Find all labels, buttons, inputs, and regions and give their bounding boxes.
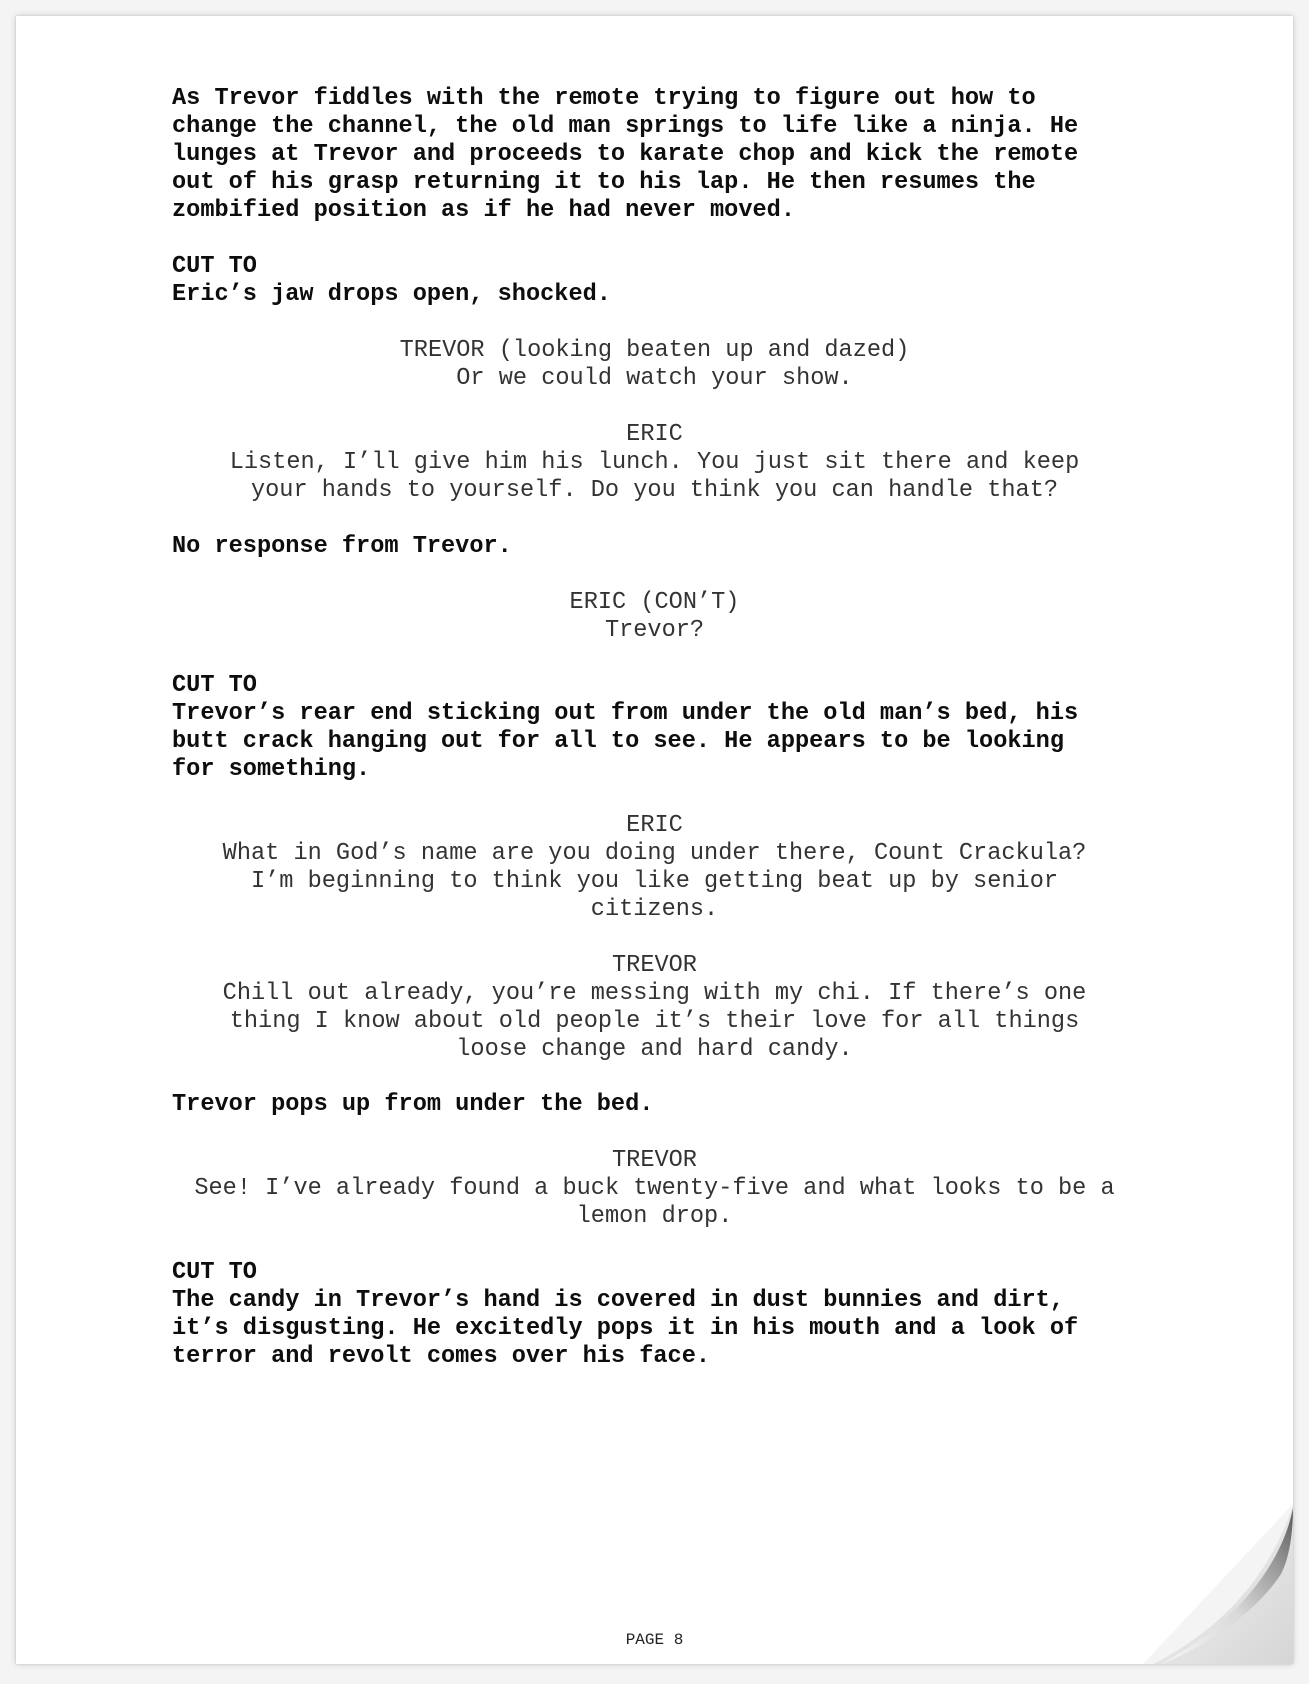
- character-name: ERIC: [626, 421, 683, 448]
- action-line: for something.: [172, 756, 371, 783]
- dialogue-line: Chill out already, you’re messing with my chi. If there’s one: [222, 980, 1087, 1007]
- action-line: zombified position as if he had never moved.: [172, 197, 795, 224]
- action-line: Trevor pops up from under the bed.: [172, 1091, 654, 1118]
- action-line: As Trevor fiddles with the remote trying to figure out how to: [172, 85, 1036, 112]
- page-number: PAGE 8: [625, 1631, 684, 1649]
- dialogue-line: Trevor?: [604, 617, 705, 644]
- dialogue-line: thing I know about old people it’s their love for all things: [229, 1008, 1080, 1035]
- dialogue-line: Or we could watch your show.: [456, 365, 853, 392]
- dialogue-line: loose change and hard candy.: [456, 1036, 853, 1063]
- character-name: TREVOR (looking beaten up and dazed): [399, 337, 910, 364]
- action-line: Trevor’s rear end sticking out from under the old man’s bed, his: [172, 700, 1079, 727]
- action-line: lunges at Trevor and proceeds to karate chop and kick the remote: [172, 141, 1079, 168]
- transition-cut-to: CUT TO: [172, 1259, 257, 1286]
- action-line: it’s disgusting. He excitedly pops it in his mouth and a look of: [172, 1315, 1079, 1342]
- character-name: ERIC (CON’T): [569, 589, 740, 616]
- dialogue-line: Listen, I’ll give him his lunch. You just sit there and keep: [229, 449, 1080, 476]
- action-line: The candy in Trevor’s hand is covered in dust bunnies and dirt,: [172, 1287, 1064, 1314]
- character-name: TREVOR: [612, 952, 697, 979]
- action-line: butt crack hanging out for all to see. He appears to be looking: [172, 728, 1064, 755]
- character-name: TREVOR: [612, 1147, 697, 1174]
- script-page: [16, 16, 1293, 1664]
- transition-cut-to: CUT TO: [172, 253, 257, 280]
- dialogue-line: your hands to yourself. Do you think you can handle that?: [250, 477, 1059, 504]
- dialogue-line: What in God’s name are you doing under there, Count Crackula?: [222, 840, 1087, 867]
- action-line: change the channel, the old man springs to life like a ninja. He: [172, 113, 1079, 140]
- transition-cut-to: CUT TO: [172, 672, 257, 699]
- dialogue-line: lemon drop.: [576, 1203, 733, 1230]
- action-line: Eric’s jaw drops open, shocked.: [172, 281, 611, 308]
- dialogue-line: See! I’ve already found a buck twenty-five and what looks to be a: [194, 1175, 1115, 1202]
- action-line: terror and revolt comes over his face.: [172, 1343, 711, 1370]
- dialogue-line: citizens.: [590, 896, 719, 923]
- action-line: out of his grasp returning it to his lap. He then resumes the: [172, 169, 1036, 196]
- character-name: ERIC: [626, 812, 683, 839]
- dialogue-line: I’m beginning to think you like getting beat up by senior: [250, 868, 1059, 895]
- action-line: No response from Trevor.: [172, 533, 512, 560]
